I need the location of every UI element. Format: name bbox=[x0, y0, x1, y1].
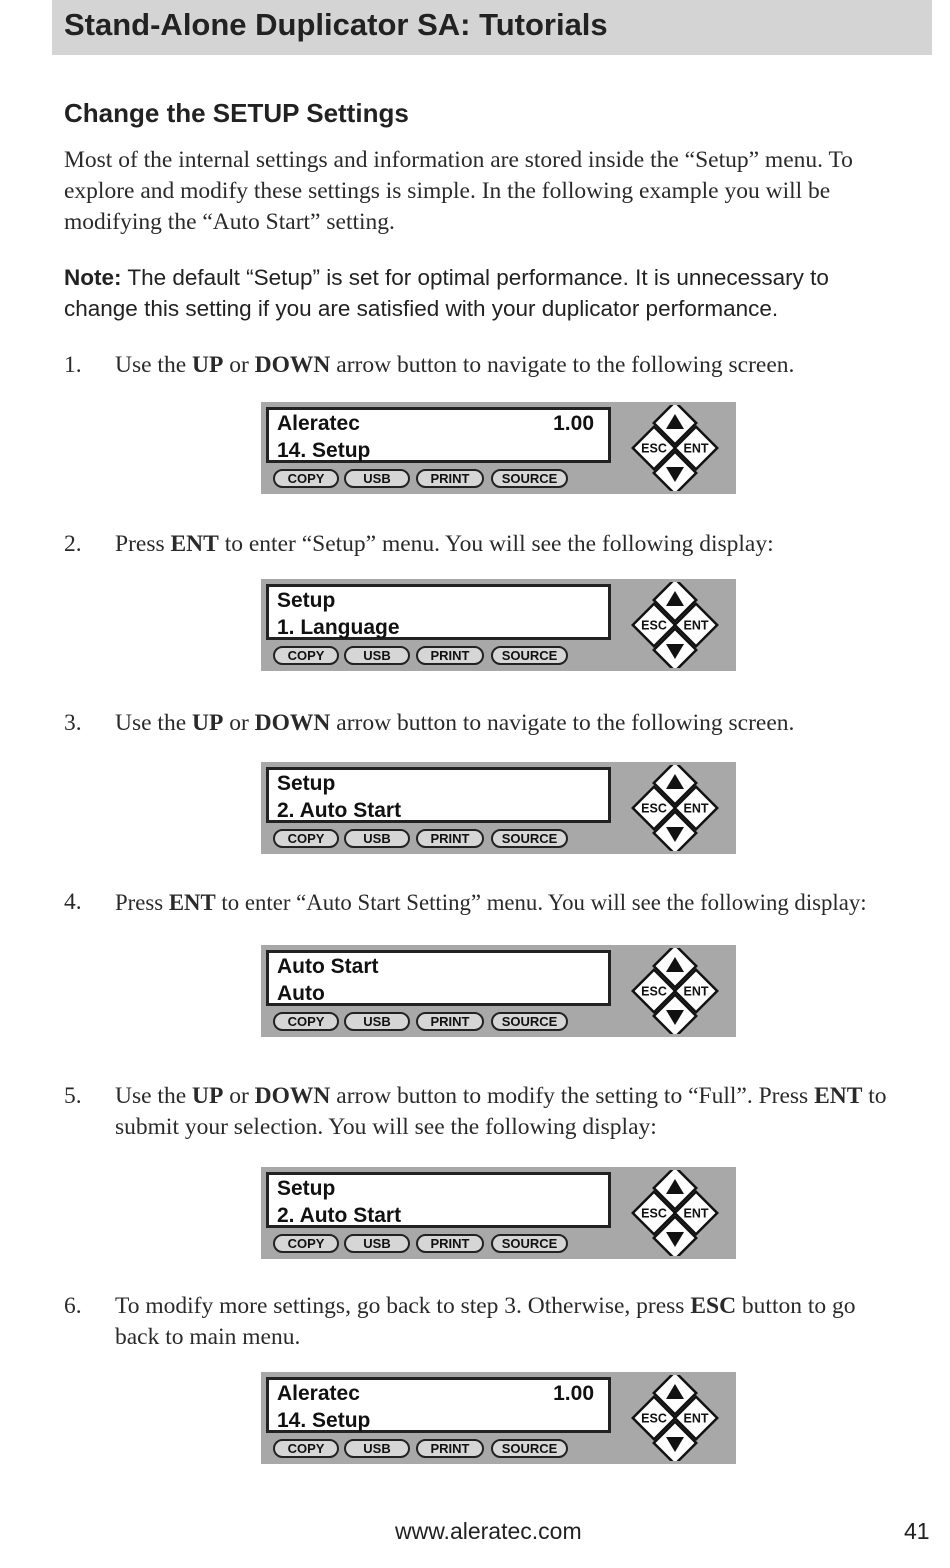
lcd-display bbox=[266, 407, 611, 463]
note-text: The default “Setup” is set for optimal performance. It is unnecessary to bbox=[121, 265, 829, 290]
intro-line: Most of the internal settings and information are stored inside the “Setup” menu. To bbox=[64, 147, 853, 173]
ent-label: ENT bbox=[683, 801, 709, 816]
intro-line: explore and modify these settings is simple. In the following example you will be bbox=[64, 178, 831, 204]
duplicator-panel bbox=[261, 402, 736, 494]
source-button[interactable]: SOURCE bbox=[491, 829, 568, 848]
navigation-pad bbox=[631, 1170, 719, 1256]
esc-label: ESC bbox=[641, 618, 667, 633]
navigation-pad bbox=[631, 582, 719, 668]
ent-label: ENT bbox=[683, 984, 709, 999]
print-button[interactable]: PRINT bbox=[416, 829, 484, 848]
step-number: 6. bbox=[64, 1293, 82, 1319]
usb-button[interactable]: USB bbox=[344, 1234, 410, 1253]
esc-label: ESC bbox=[641, 801, 667, 816]
usb-button[interactable]: USB bbox=[344, 469, 410, 488]
step-number: 4. bbox=[64, 889, 82, 915]
source-button[interactable]: SOURCE bbox=[491, 1234, 568, 1253]
ent-label: ENT bbox=[683, 1206, 709, 1221]
lcd-line-2: 14. Setup bbox=[277, 439, 371, 462]
step-text: Use the UP or DOWN arrow button to modify the setting to “Full”. Press ENT to submit your selection. You will see the following display: bbox=[115, 1083, 887, 1140]
duplicator-panel bbox=[261, 1372, 736, 1464]
navigation-pad bbox=[631, 1375, 719, 1461]
lcd-line-1: Setup bbox=[277, 772, 336, 795]
print-button[interactable]: PRINT bbox=[416, 1234, 484, 1253]
lcd-version: 1.00 bbox=[553, 412, 594, 435]
intro-line: modifying the “Auto Start” setting. bbox=[64, 209, 395, 235]
duplicator-panel bbox=[261, 579, 736, 671]
source-button[interactable]: SOURCE bbox=[491, 646, 568, 665]
step-text: Use the UP or DOWN arrow button to navigate to the following screen. bbox=[115, 352, 795, 378]
note-label: Note: bbox=[64, 265, 122, 290]
esc-label: ESC bbox=[641, 1206, 667, 1221]
lcd-display bbox=[266, 1377, 611, 1433]
step-text: Press ENT to enter “Auto Start Setting” menu. You will see the following display: bbox=[115, 890, 867, 915]
ent-label: ENT bbox=[683, 1411, 709, 1426]
copy-button[interactable]: COPY bbox=[273, 646, 339, 665]
print-button[interactable]: PRINT bbox=[416, 1012, 484, 1031]
lcd-display bbox=[266, 584, 611, 640]
print-button[interactable]: PRINT bbox=[416, 469, 484, 488]
lcd-line-1: Aleratec bbox=[277, 1382, 360, 1405]
step-text: To modify more settings, go back to step 3. Otherwise, press ESC button to go back to main menu. bbox=[115, 1293, 856, 1350]
copy-button[interactable]: COPY bbox=[273, 829, 339, 848]
source-button[interactable]: SOURCE bbox=[491, 1012, 568, 1031]
navigation-pad bbox=[631, 948, 719, 1034]
usb-button[interactable]: USB bbox=[344, 1012, 410, 1031]
ent-label: ENT bbox=[683, 441, 709, 456]
lcd-display bbox=[266, 1172, 611, 1228]
esc-label: ESC bbox=[641, 1411, 667, 1426]
ent-label: ENT bbox=[683, 618, 709, 633]
lcd-line-2: Auto bbox=[277, 982, 325, 1005]
copy-button[interactable]: COPY bbox=[273, 1012, 339, 1031]
navigation-pad bbox=[631, 765, 719, 851]
step-text: Use the UP or DOWN arrow button to navigate to the following screen. bbox=[115, 710, 795, 736]
print-button[interactable]: PRINT bbox=[416, 646, 484, 665]
lcd-display bbox=[266, 950, 611, 1006]
note-paragraph bbox=[64, 262, 924, 324]
copy-button[interactable]: COPY bbox=[273, 1439, 339, 1458]
lcd-display bbox=[266, 767, 611, 823]
usb-button[interactable]: USB bbox=[344, 1439, 410, 1458]
usb-button[interactable]: USB bbox=[344, 829, 410, 848]
source-button[interactable]: SOURCE bbox=[491, 1439, 568, 1458]
print-button[interactable]: PRINT bbox=[416, 1439, 484, 1458]
step-text: Press ENT to enter “Setup” menu. You will see the following display: bbox=[115, 531, 774, 557]
navigation-pad bbox=[631, 405, 719, 491]
copy-button[interactable]: COPY bbox=[273, 1234, 339, 1253]
duplicator-panel bbox=[261, 945, 736, 1037]
step-number: 1. bbox=[64, 352, 82, 378]
esc-label: ESC bbox=[641, 441, 667, 456]
footer-url: www.aleratec.com bbox=[395, 1518, 582, 1544]
duplicator-panel bbox=[261, 762, 736, 854]
note-text: change this setting if you are satisfied with your duplicator performance. bbox=[64, 296, 779, 321]
page-title: Stand-Alone Duplicator SA: Tutorials bbox=[64, 7, 608, 42]
lcd-line-2: 2. Auto Start bbox=[277, 799, 402, 822]
step-number: 2. bbox=[64, 531, 82, 557]
section-title: Change the SETUP Settings bbox=[64, 98, 409, 128]
lcd-line-1: Setup bbox=[277, 589, 336, 612]
lcd-line-2: 2. Auto Start bbox=[277, 1204, 402, 1227]
lcd-line-2: 14. Setup bbox=[277, 1409, 371, 1432]
copy-button[interactable]: COPY bbox=[273, 469, 339, 488]
lcd-line-1: Aleratec bbox=[277, 412, 360, 435]
lcd-line-1: Auto Start bbox=[277, 955, 379, 978]
lcd-version: 1.00 bbox=[553, 1382, 594, 1405]
step-number: 3. bbox=[64, 710, 82, 736]
esc-label: ESC bbox=[641, 984, 667, 999]
lcd-line-1: Setup bbox=[277, 1177, 336, 1200]
lcd-line-2: 1. Language bbox=[277, 616, 400, 639]
source-button[interactable]: SOURCE bbox=[491, 469, 568, 488]
intro-paragraph bbox=[64, 145, 904, 238]
duplicator-panel bbox=[261, 1167, 736, 1259]
usb-button[interactable]: USB bbox=[344, 646, 410, 665]
page-number: 41 bbox=[904, 1518, 930, 1544]
step-number: 5. bbox=[64, 1083, 82, 1109]
